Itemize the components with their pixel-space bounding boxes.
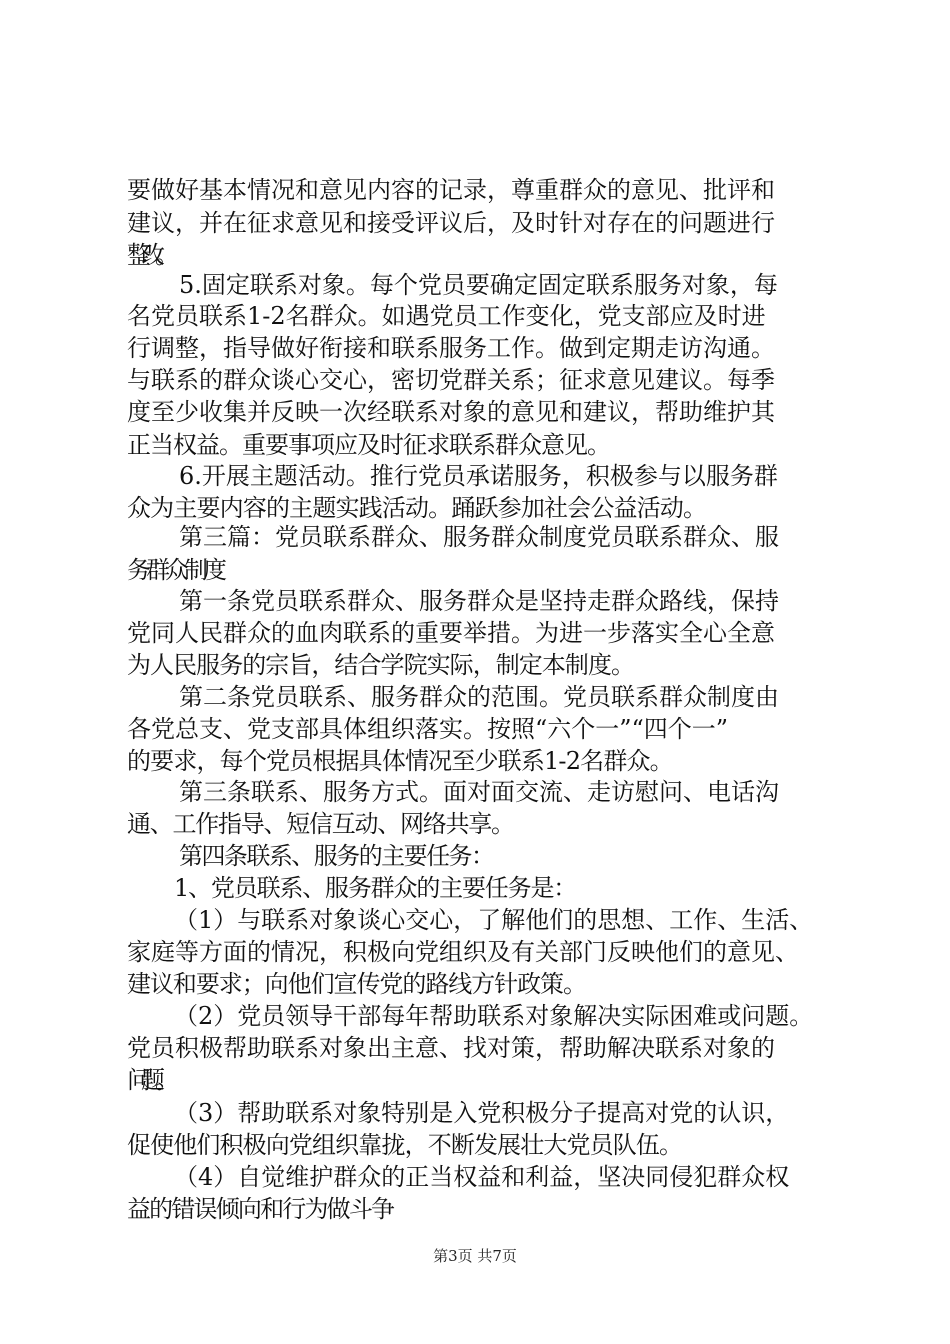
text-line: 建议和要求；向他们宣传党的路线方针政策。 xyxy=(127,970,586,998)
text-line: （3）帮助联系对象特别是入党积极分子提高对党的认识， xyxy=(174,1099,790,1127)
text-line: 第二条党员联系、服务群众的范围。党员联系群众制度由 xyxy=(179,683,779,711)
text-line: 党同人民群众的血肉联系的重要举措。为进一步落实全心全意 xyxy=(127,619,775,647)
text-line: 度至少收集并反映一次经联系对象的意见和建议，帮助维护其 xyxy=(127,398,775,426)
text-line: 家庭等方面的情况，积极向党组织及有关部门反映他们的意见、 xyxy=(127,938,799,966)
text-line: 问题。 xyxy=(127,1066,169,1094)
text-line: 第三篇：党员联系群众、服务群众制度党员联系群众、服 xyxy=(179,523,779,551)
text-line: （1）与联系对象谈心交心，了解他们的思想、工作、生活、 xyxy=(174,906,814,934)
text-line: 要做好基本情况和意见内容的记录，尊重群众的意见、批评和 xyxy=(127,176,775,204)
text-line: 名党员联系1-2名群众。如遇党员工作变化，党支部应及时进 xyxy=(127,302,766,330)
text-line: 正当权益。重要事项应及时征求联系群众意见。 xyxy=(127,431,610,459)
text-line: 为人民服务的宗旨，结合学院实际，制定本制度。 xyxy=(127,651,635,679)
text-line: 1、党员联系、服务群众的主要任务是： xyxy=(174,874,577,902)
text-line: 5.固定联系对象。每个党员要确定固定联系服务对象，每 xyxy=(179,271,778,299)
text-line: （4）自觉维护群众的正当权益和利益，坚决同侵犯群众权 xyxy=(174,1163,790,1191)
text-line: 与联系的群众谈心交心，密切党群关系；征求意见建议。每季 xyxy=(127,366,775,394)
text-line: 整改。 xyxy=(127,241,169,269)
text-line: 建议，并在征求意见和接受评议后，及时针对存在的问题进行 xyxy=(127,209,775,237)
text-line: 行调整，指导做好衔接和联系服务工作。做到定期走访沟通。 xyxy=(127,334,775,362)
text-line: 通、工作指导、短信互动、网络共享。 xyxy=(127,810,514,838)
text-line: 的要求，每个党员根据具体情况至少联系1-2名群众。 xyxy=(127,747,673,775)
text-line: （2）党员领导干部每年帮助联系对象解决实际困难或问题。 xyxy=(174,1002,814,1030)
text-line: 党员积极帮助联系对象出主意、找对策，帮助解决联系对象的 xyxy=(127,1034,775,1062)
text-line: 务群众制度 xyxy=(127,556,222,584)
text-line: 第四条联系、服务的主要任务： xyxy=(179,842,494,870)
text-line: 第一条党员联系群众、服务群众是坚持走群众路线，保持 xyxy=(179,587,779,615)
text-line: 6.开展主题活动。推行党员承诺服务，积极参与以服务群 xyxy=(179,462,778,490)
text-line: 第三条联系、服务方式。面对面交流、走访慰问、电话沟 xyxy=(179,778,779,806)
text-line: 益的错误倾向和行为做斗争 xyxy=(127,1195,394,1223)
text-line: 各党总支、党支部具体组织落实。按照“六个一”“四个一” xyxy=(127,715,729,743)
page-footer: 第3页 共7页 xyxy=(433,1247,517,1265)
text-line: 众为主要内容的主题实践活动。踊跃参加社会公益活动。 xyxy=(127,494,707,522)
text-line: 促使他们积极向党组织靠拢，不断发展壮大党员队伍。 xyxy=(127,1131,683,1159)
